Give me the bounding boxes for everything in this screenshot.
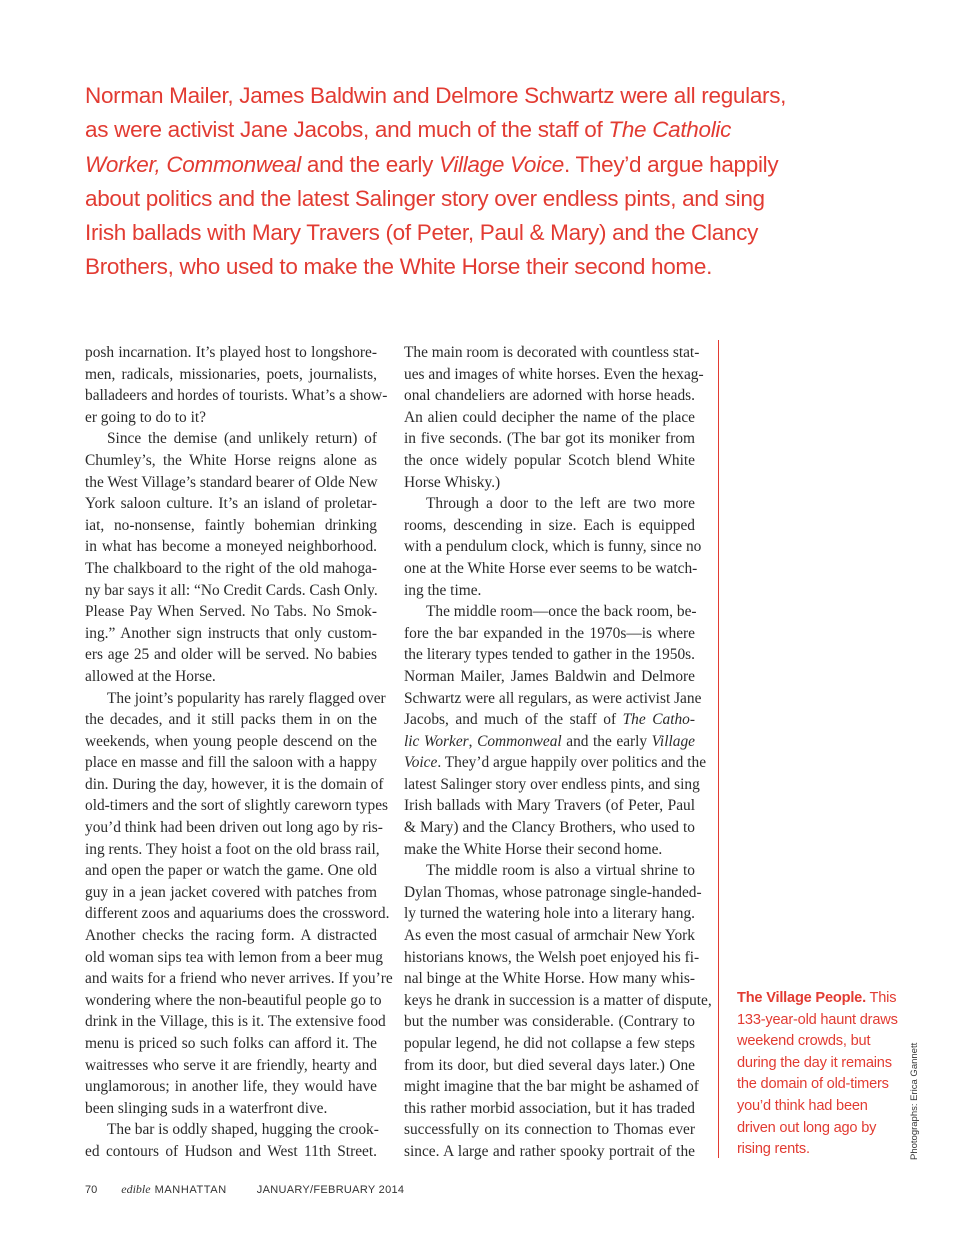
article-line: As even the most casual of armchair New York [404,927,695,945]
caption-line: the domain of old-timers [737,1076,889,1093]
article-line: ers age 25 and older will be served. No babies [85,646,377,664]
article-line: this rather morbid association, but it has traded [404,1099,695,1117]
article-line: been slinging suds in a waterfront dive. [85,1099,328,1117]
article-line: Since the demise (and unlikely return) of [107,430,377,448]
caption-line-1 [737,988,897,1010]
article-line: the once widely popular Scotch blend White [404,451,695,469]
photo-caption [737,988,897,1161]
article-line: the West Village’s standard bearer of Olde New [85,473,378,491]
caption-line: driven out long ago by [737,1119,877,1136]
article-line: ny bar says it all: “No Credit Cards. Cash Only. [85,581,378,599]
article-line: keys he drank in succession is a matter of dispute, [404,991,712,1009]
issue-date: JANUARY/FEBRUARY 2014 [256,1184,405,1196]
caption-line: during the day it remains [737,1054,892,1071]
article-line: men, radicals, missionaries, poets, journalists, [85,365,377,383]
article-line: balladeers and hordes of tourists. What’s a show- [85,387,388,405]
article-line: Voice. They’d argue happily over politics and the [404,754,707,772]
article-line: The joint’s popularity has rarely flagged over [107,689,386,707]
article-line: wondering where the non-beautiful people go to [85,991,382,1009]
pull-quote-line: Worker, Commonweal and the early Village Voice. They’d argue happily [85,151,779,177]
article-line: different zoos and aquariums does the crossword. [85,905,390,923]
article-line: allowed at the Horse. [85,667,216,685]
article-line: in what has become a moneyed neighborhood. [85,538,377,556]
article-line: The main room is decorated with countless stat- [404,344,700,361]
article-line: and open the paper or watch the game. One old [85,862,377,880]
pull-quote-line: about politics and the latest Salinger story over endless pints, and sing [85,185,765,211]
article-line: unglamorous; in another life, they would have [85,1078,377,1096]
caption-line: 133-year-old haunt draws [737,1011,898,1028]
article-line: rooms, descending in size. Each is equipped [404,516,695,534]
article-line: York saloon culture. It’s an island of proletar- [85,495,377,513]
article-line: Schwartz were all regulars, as were activist Jane [404,689,702,707]
article-line: but the number was considerable. (Contrary to [404,1013,695,1031]
article-line: ues and images of white horses. Even the hexag- [404,365,704,383]
article-line: Chumley’s, the White Horse reigns alone as [85,451,377,469]
article-line: Through a door to the left are two more [426,495,695,513]
caption-line: weekend crowds, but [737,1033,871,1050]
article-line: Jacobs, and much of the staff of The Catho- [404,711,695,729]
article-line: you’d think had been driven out long ago by ris- [85,819,383,837]
article-line: make the White Horse their second home. [404,840,663,858]
pull-quote-line: Irish ballads with Mary Travers (of Peter, Paul & Mary) and the Clancy [85,220,759,246]
article-line: one at the White Horse ever seems to be watch- [404,559,698,577]
article-line: and waits for a friend who never arrives. If you’re [85,970,393,988]
article-line: old woman sips tea with lemon from a beer mug [85,948,383,966]
article-line: weekends, when young people descend on the [85,732,377,750]
article-line: ing the time. [404,581,482,599]
article-line: onal chandeliers are adorned with horse heads. [404,387,695,405]
article-column-left [85,342,393,1163]
article-line: iat, no-nonsense, faintly bohemian drinking [85,516,377,534]
article-line: fore the bar expanded in the 1970s—is where [404,624,695,642]
article-column-right [404,342,712,1163]
article-line: ed contours of Hudson and West 11th Street. [85,1142,377,1160]
article-line: Norman Mailer, James Baldwin and Delmore [404,667,695,685]
article-line: historians knows, the Welsh poet enjoyed his fi- [404,948,700,966]
article-line: din. During the day, however, it is the domain of [85,775,384,793]
pull-quote [85,79,787,285]
article-line: menu is priced so such folks can afford it. The [85,1035,377,1052]
article-line: Another checks the racing form. A distracted [85,927,377,945]
article-line: Irish ballads with Mary Travers (of Peter, Paul [404,797,695,815]
article-line: latest Salinger story over endless pints, and sing [404,775,700,793]
article-line: The chalkboard to the right of the old mahoga- [85,559,377,577]
article-line: lic Worker, Commonweal and the early Village [404,732,695,750]
article-line: guy in a jean jacket covered with patches from [85,883,377,901]
article-line: The middle room is also a virtual shrine to [426,862,695,880]
article-line: The bar is oddly shaped, hugging the crook- [107,1121,379,1139]
article-line: drink in the Village, this is it. The extensive food [85,1013,386,1031]
caption-line: rising rents. [737,1141,810,1158]
article-line: ly turned the watering hole into a literary hang. [404,905,695,923]
pull-quote-line: Brothers, who used to make the White Horse their second home. [85,254,713,280]
article-line: Horse Whisky.) [404,473,501,491]
article-line: The middle room—once the back room, be- [426,603,697,621]
photo-credit: Photographs: Erica Gannett [909,1042,920,1160]
page-footer [85,1182,404,1197]
article-line: place en masse and fill the saloon with a happy [85,754,377,772]
caption-divider-rule [718,340,719,1158]
article-line: waitresses who serve it are friendly, hearty and [85,1056,377,1074]
article-line: nal binge at the White Horse. How many whis- [404,970,695,988]
pull-quote-line: as were activist Jane Jacobs, and much of the staff of The Catholic [85,117,732,143]
caption-title: The Village People. [737,990,866,1006]
article-line: Please Pay When Served. No Tabs. No Smok- [85,603,377,621]
article-line: with a pendulum clock, which is funny, since no [404,538,702,556]
article-line: the decades, and it still packs them in on the [85,711,377,729]
article-line: in five seconds. (The bar got its moniker from [404,430,695,448]
article-line: popular legend, he did not collapse a few steps [404,1035,695,1052]
article-line: Dylan Thomas, whose patronage single-handed- [404,883,702,901]
article-line: ing rents. They hoist a foot on the old brass rail, [85,840,380,858]
caption-line-text: This [865,990,897,1006]
caption-line: you’d think had been [737,1097,868,1114]
magazine-brand-name: MANHATTAN [154,1184,227,1196]
article-line: An alien could decipher the name of the place [404,408,695,426]
article-line: successfully on its connection to Thomas ever [404,1121,695,1139]
page-number: 70 [85,1184,98,1196]
article-line: might imagine that the bar might be ashamed of [404,1078,699,1096]
article-line: & Mary) and the Clancy Brothers, who used to [404,819,695,837]
article-line: the literary types tended to gather in the 1950s. [404,646,695,664]
article-line: since. A large and rather spooky portrait of the [404,1142,695,1160]
pull-quote-line: Norman Mailer, James Baldwin and Delmore Schwartz were all regulars, [85,83,787,108]
article-line: posh incarnation. It’s played host to longshore- [85,344,377,361]
article-line: from its door, but died several days later.) One [404,1056,695,1074]
magazine-brand-edible: edible [121,1182,151,1196]
article-line: old-timers and the sort of slightly careworn types [85,797,389,815]
article-line: ing.” Another sign instructs that only custom- [85,624,377,642]
article-line: er going to do to it? [85,408,206,426]
